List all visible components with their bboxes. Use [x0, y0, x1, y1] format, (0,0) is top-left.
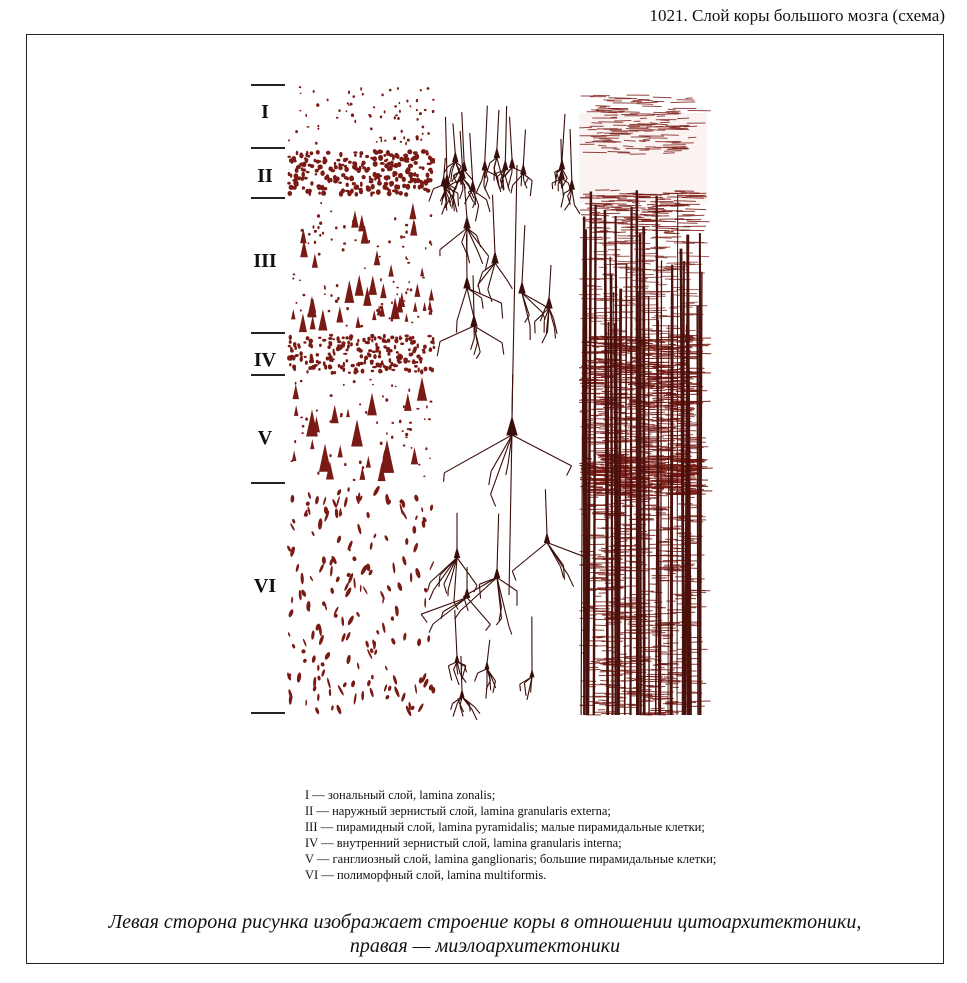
layer-label-iii: III: [253, 250, 277, 272]
layer-label-iv: IV: [253, 349, 277, 371]
figure-caption: [27, 910, 943, 958]
legend-item: I — зональный слой, lamina zonalis;: [305, 788, 496, 802]
layer-label-i: I: [261, 101, 269, 123]
layer-label-v: V: [257, 427, 273, 449]
layer-label-ii: II: [257, 165, 273, 187]
figure-frame: [26, 34, 944, 964]
legend-item: II — наружный зернистый слой, lamina granularis externa;: [305, 804, 611, 818]
legend-item: V — ганглиозный слой, lamina ganglionaris; большие пирамидальные клетки;: [305, 852, 717, 866]
legend-item: III — пирамидный слой, lamina pyramidalis; малые пирамидальные клетки;: [305, 820, 705, 834]
layer-label-vi: VI: [253, 575, 277, 597]
page-title: 1021. Слой коры большого мозга (схема): [649, 6, 945, 25]
caption-line-2: правая — миэлоархитектоники: [349, 935, 621, 957]
legend-item: IV — внутренний зернистый слой, lamina granularis interna;: [305, 836, 622, 850]
cortex-illustration: [27, 35, 945, 775]
caption-line-1: Левая сторона рисунка изображает строение коры в отношении цитоархитектоники,: [108, 911, 862, 933]
legend-item: VI — полиморфный слой, lamina multiformis.: [305, 868, 547, 882]
legend: [305, 787, 716, 883]
